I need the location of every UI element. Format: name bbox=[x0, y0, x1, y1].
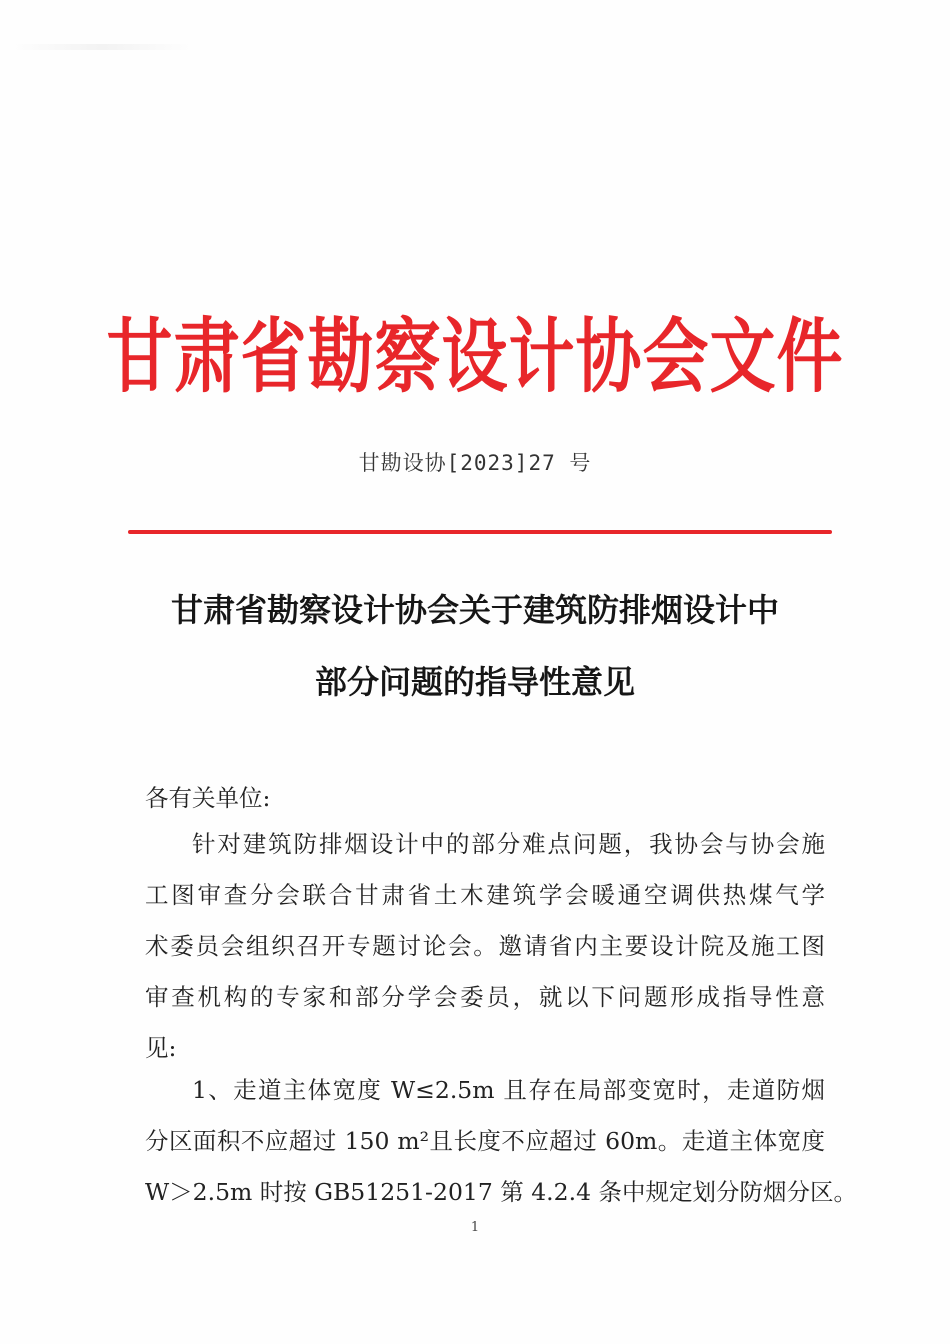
paragraph-line: 1、走道主体宽度 W≤2.5m 且存在局部变宽时，走道防烟 bbox=[192, 1076, 825, 1104]
paragraph-line: 分区面积不应超过 150 m²且长度不应超过 60m。走道主体宽度 bbox=[145, 1127, 825, 1155]
paragraph-intro bbox=[145, 819, 825, 1074]
paragraph-line: 见: bbox=[145, 1034, 177, 1062]
paragraph-line: W＞2.5m 时按 GB51251-2017 第 4.2.4 条中规定划分防烟分区。 bbox=[145, 1178, 857, 1206]
paragraph-item-1 bbox=[145, 1065, 857, 1218]
salutation: 各有关单位: bbox=[145, 784, 271, 812]
document-number: 甘勘设协[2023]27 号 bbox=[358, 451, 592, 475]
page-number: 1 bbox=[470, 1220, 480, 1235]
paragraph-line: 针对建筑防排烟设计中的部分难点问题，我协会与协会施 bbox=[192, 830, 825, 858]
masthead-title: 甘肃省勘察设计协会文件 bbox=[106, 309, 844, 405]
paragraph-line: 审查机构的专家和部分学会委员，就以下问题形成指导性意 bbox=[145, 983, 825, 1011]
document-title-line-1: 甘肃省勘察设计协会关于建筑防排烟设计中 bbox=[170, 591, 779, 629]
document-title-line-2: 部分问题的指导性意见 bbox=[314, 663, 635, 701]
paragraph-line: 术委员会组织召开专题讨论会。邀请省内主要设计院及施工图 bbox=[145, 932, 825, 960]
paragraph-line: 工图审查分会联合甘肃省土木建筑学会暖通空调供热煤气学 bbox=[145, 881, 825, 909]
red-divider-line bbox=[128, 530, 832, 534]
scan-artifact bbox=[12, 44, 192, 50]
